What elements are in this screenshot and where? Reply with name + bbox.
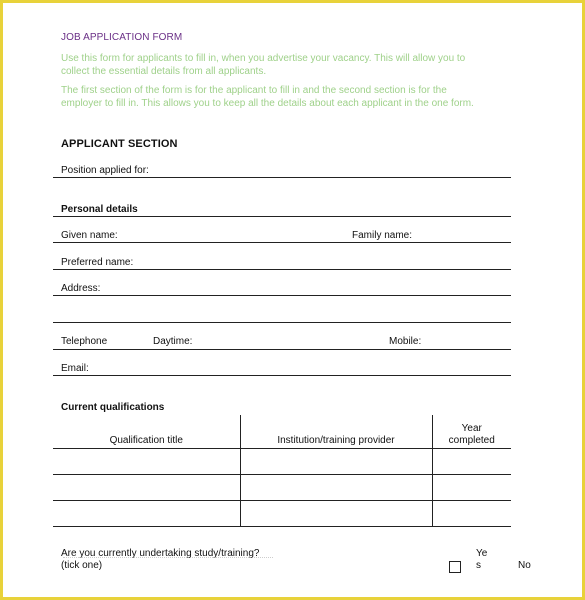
- preferred-name-field[interactable]: [53, 269, 511, 270]
- yes-label-part-1: Ye: [476, 548, 488, 559]
- institution-header: Institution/training provider: [240, 415, 432, 449]
- table-cell[interactable]: [432, 475, 511, 501]
- tick-one-hint: (tick one): [61, 560, 103, 571]
- qualifications-heading: Current qualifications: [61, 402, 165, 413]
- address-field-line-2[interactable]: [53, 322, 511, 323]
- address-field-line-1[interactable]: [53, 295, 511, 296]
- year-completed-header: [432, 415, 511, 449]
- daytime-label: Daytime:: [153, 336, 193, 347]
- table-row: [53, 449, 511, 475]
- family-name-label: Family name:: [352, 230, 413, 241]
- address-label: Address:: [61, 283, 101, 294]
- personal-details-heading: Personal details: [61, 204, 138, 215]
- preferred-name-label: Preferred name:: [61, 257, 134, 268]
- position-applied-label: Position applied for:: [61, 165, 149, 176]
- study-question: Are you currently undertaking study/training?: [61, 548, 260, 559]
- name-field-line[interactable]: [53, 242, 511, 243]
- telephone-label: Telephone: [61, 336, 108, 347]
- qualification-title-header: Qualification title: [53, 415, 240, 449]
- telephone-field-line[interactable]: [53, 349, 511, 350]
- intro-line: Use this form for applicants to fill in, when you advertise your vacancy. This will allow you to: [61, 53, 466, 64]
- table-cell[interactable]: [240, 501, 432, 527]
- faint-rule: [63, 557, 273, 558]
- applicant-section-heading: APPLICANT SECTION: [61, 138, 178, 150]
- email-field[interactable]: [53, 375, 511, 376]
- yes-label-part-2: s: [476, 560, 481, 571]
- intro-line: The first section of the form is for the applicant to fill in and the second section is for the: [61, 85, 447, 96]
- email-label: Email:: [61, 363, 89, 374]
- table-row: [53, 501, 511, 527]
- table-cell[interactable]: [240, 475, 432, 501]
- qualifications-table: [53, 415, 511, 527]
- position-applied-field[interactable]: [53, 177, 511, 178]
- no-label: No: [518, 560, 531, 571]
- table-row: [53, 475, 511, 501]
- table-cell[interactable]: [53, 449, 240, 475]
- yes-checkbox[interactable]: [449, 561, 461, 573]
- intro-paragraph-2: [61, 85, 511, 110]
- table-cell[interactable]: [240, 449, 432, 475]
- header-line: completed: [448, 435, 495, 446]
- mobile-label: Mobile:: [389, 336, 422, 347]
- divider: [53, 216, 511, 217]
- form-title: JOB APPLICATION FORM: [61, 32, 183, 43]
- table-cell[interactable]: [53, 501, 240, 527]
- table-cell[interactable]: [432, 449, 511, 475]
- table-cell[interactable]: [432, 501, 511, 527]
- header-line: Year: [461, 423, 482, 434]
- table-header-row: [53, 415, 511, 449]
- given-name-label: Given name:: [61, 230, 118, 241]
- intro-line: collect the essential details from all applicants.: [61, 65, 267, 77]
- intro-line: employer to fill in. This allows you to keep all the details about each applicant in the one form.: [61, 97, 474, 109]
- intro-paragraph-1: [61, 53, 511, 78]
- table-cell[interactable]: [53, 475, 240, 501]
